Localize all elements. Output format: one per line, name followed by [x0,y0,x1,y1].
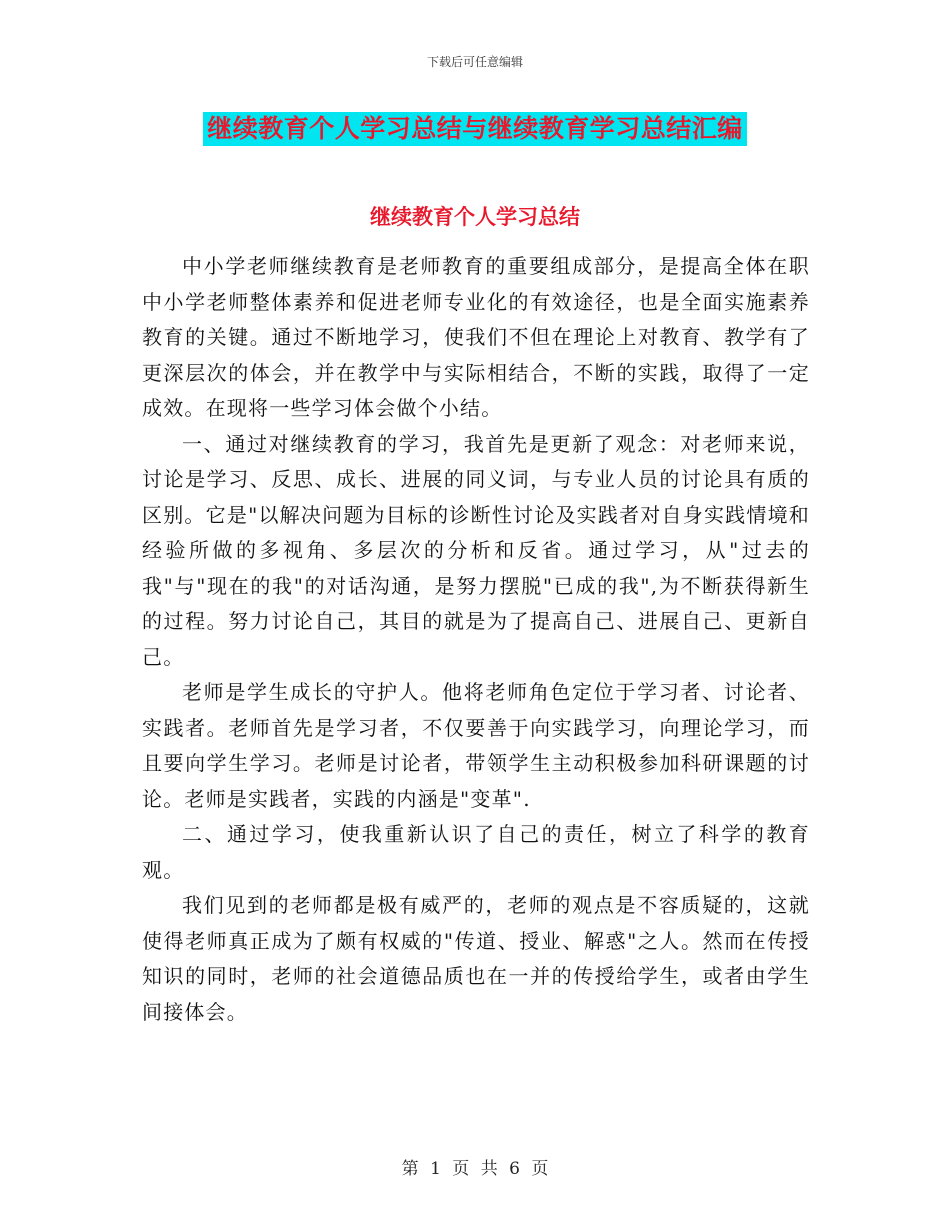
main-title: 继续教育个人学习总结与继续教育学习总结汇编 [203,112,747,146]
paragraph-intro: 中小学老师继续教育是老师教育的重要组成部分，是提高全体在职中小学老师整体素养和促进老师专业化的有效途径，也是全面实施素养教育的关键。通过不断地学习，使我们不但在理论上对教育、教学有了更深层次的体会，并在教学中与实际相结合，不断的实践，取得了一定成效。在现将一些学习体会做个小结。 [142,254,810,420]
paragraph-authority: 我们见到的老师都是极有威严的，老师的观点是不容质疑的，这就使得老师真正成为了颇有权威的"传道、授业、解惑"之人。然而在传授知识的同时，老师的社会道德品质也在一并的传授给学生，或者由学生间接体会。 [142,893,810,1024]
paragraph-point-two: 二、通过学习，使我重新认识了自己的责任，树立了科学的教育观。 [142,822,810,882]
main-title-container [0,112,950,146]
document-body [142,249,810,1030]
paragraph-teacher-role: 老师是学生成长的守护人。他将老师角色定位于学习者、讨论者、实践者。老师首先是学习者，不仅要善于向实践学习，向理论学习，而且要向学生学习。老师是讨论者，带领学生主动积极参加科研课题的讨论。老师是实践者，实践的内涵是"变革". [142,680,810,811]
page-footer: 第 1 页 共 6 页 [401,1159,549,1179]
section-title: 继续教育个人学习总结 [370,205,580,229]
paragraph-point-one: 一、通过对继续教育的学习，我首先是更新了观念：对老师来说，讨论是学习、反思、成长、进展的同义词，与专业人员的讨论具有质的区别。它是"以解决问题为目标的诊断性讨论及实践者对自身实践情境和经验所做的多视角、多层次的分析和反省。通过学习，从"过去的我"与"现在的我"的对话沟通，是努力摆脱"已成的我",为不断获得新生的过程。努力讨论自己，其目的就是为了提高自己、进展自己、更新自己。 [142,431,810,669]
header-note: 下载后可任意编辑 [426,55,523,69]
